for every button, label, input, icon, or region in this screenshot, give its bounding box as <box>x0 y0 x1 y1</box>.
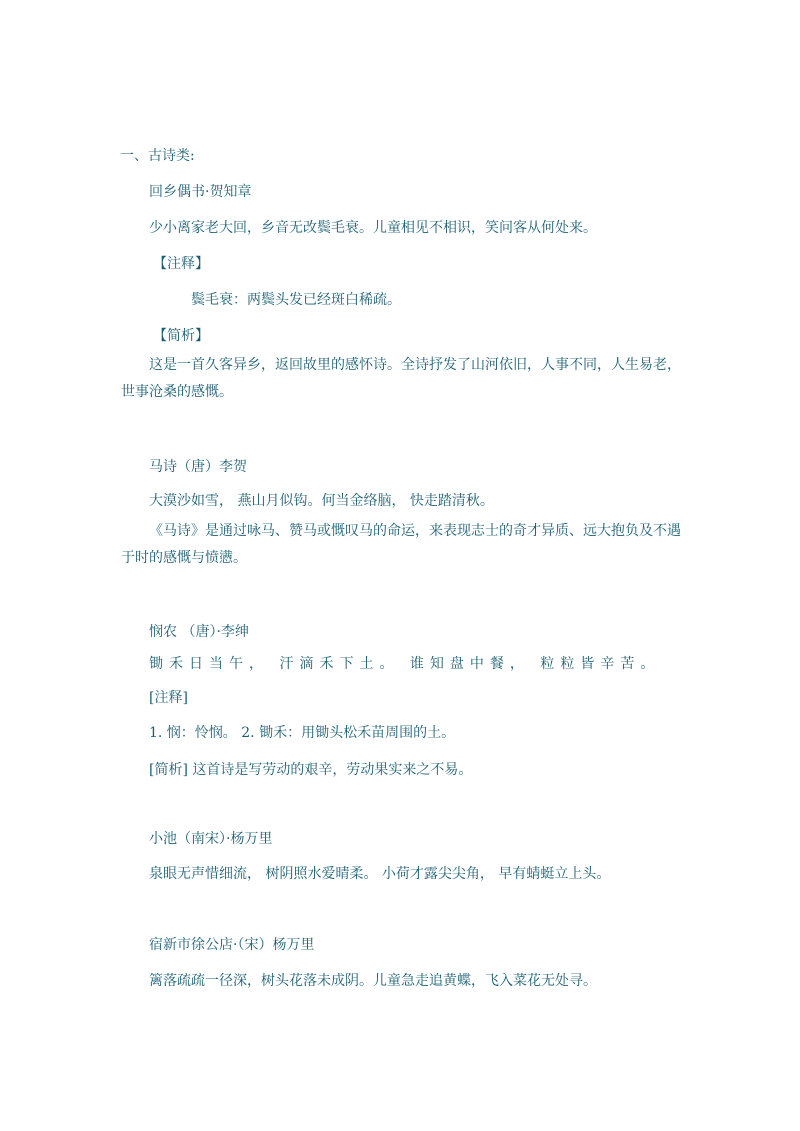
poem4-text: 泉眼无声惜细流， 树阴照水爱晴柔。 小荷才露尖尖角， 早有蜻蜓立上头。 <box>149 866 611 882</box>
poem3-analysis-text: 这首诗是写劳动的艰辛，劳动果实来之不易。 <box>192 762 473 778</box>
poem4-title: 小池（南宋）·杨万里 <box>149 831 273 847</box>
poem3-text: 锄禾日当午， 汗滴禾下土。 谁知盘中餐， 粒粒皆辛苦。 <box>149 656 661 672</box>
section-heading: 一、古诗类: <box>120 148 195 164</box>
poem1-note-heading: 【注释】 <box>153 256 209 272</box>
poem1-analysis-heading: 【简析】 <box>153 328 209 344</box>
poem2-title: 马诗（唐）李贺 <box>149 459 247 475</box>
poem5-title: 宿新市徐公店·（宋）杨万里 <box>149 937 315 953</box>
poem1-text: 少小离家老大回，乡音无改鬓毛衰。儿童相见不相识，笑问客从何处来。 <box>149 220 597 236</box>
poem3-note: 1. 悯：怜悯。 2. 锄禾：用锄头松禾苗周围的土。 <box>149 725 456 741</box>
poem3-analysis-heading: [简析] <box>149 762 188 778</box>
poem1-note: 鬓毛衰：两鬓头发已经斑白稀疏。 <box>191 292 401 308</box>
poem1-title: 回乡偶书·贺知章 <box>149 184 252 200</box>
poem1-analysis: 这是一首久客异乡，返回故里的感怀诗。全诗抒发了山河依旧，人事不同，人生易老，世事沧桑的感慨。 <box>121 357 681 400</box>
poem2-text: 大漠沙如雪， 燕山月似钩。何当金络脑， 快走踏清秋。 <box>149 493 494 509</box>
poem2-analysis: 《马诗》是通过咏马、赞马或慨叹马的命运，来表现志士的奇才异质、远大抱负及不遇于时的感慨与愤懑。 <box>121 523 681 566</box>
poem3-title: 悯农 （唐）·李绅 <box>149 624 249 640</box>
poem5-text: 篱落疏疏一径深，树头花落未成阴。儿童急走追黄蝶，飞入菜花无处寻。 <box>149 973 597 989</box>
poem3-note-heading: [注释] <box>149 690 188 706</box>
poem3-analysis <box>149 760 472 780</box>
